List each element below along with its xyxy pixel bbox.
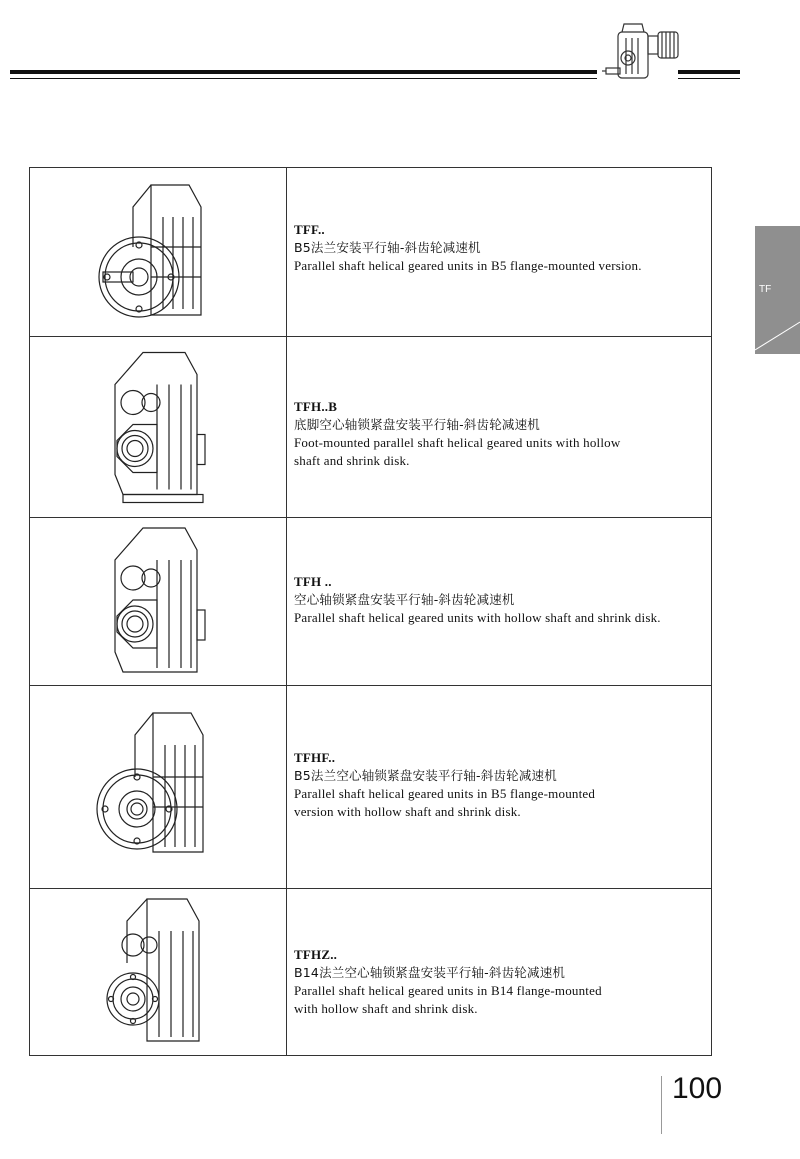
- tff-gear-unit-illustration: [93, 177, 223, 327]
- header-rule-right-thin: [678, 78, 740, 79]
- header-rule-left-thick: [10, 70, 597, 74]
- product-desc-line: Parallel shaft helical geared units in B5 flange-mounted version.: [294, 258, 642, 273]
- product-code: TFHZ..: [294, 947, 338, 962]
- product-text-cell: [294, 518, 711, 685]
- section-side-tab: [755, 226, 800, 354]
- product-code: TFHF..: [294, 750, 336, 765]
- product-image-cell: [30, 686, 287, 888]
- product-image-cell: [30, 168, 287, 336]
- product-text-cell: [294, 686, 711, 888]
- page-number-divider: [661, 1076, 662, 1134]
- product-table: [29, 167, 712, 1056]
- product-code: TFH ..: [294, 574, 332, 589]
- product-name-cn: 空心轴锁紧盘安装平行轴-斜齿轮减速机: [294, 592, 515, 607]
- header-rule-right-thick: [678, 70, 740, 74]
- product-code: TFH..B: [294, 399, 338, 414]
- product-desc-line: with hollow shaft and shrink disk.: [294, 1001, 478, 1016]
- product-code: TFF..: [294, 222, 325, 237]
- product-desc-line: Parallel shaft helical geared units in B14 flange-mounted: [294, 983, 602, 998]
- product-text-cell: [294, 337, 711, 517]
- page-number: 100: [672, 1072, 723, 1105]
- product-row-tfhz: [30, 889, 711, 1055]
- product-row-tfh: [30, 518, 711, 686]
- product-name-cn: B14法兰空心轴锁紧盘安装平行轴-斜齿轮减速机: [294, 965, 566, 980]
- tfhb-gear-unit-illustration: [93, 345, 223, 510]
- product-image-cell: [30, 889, 287, 1055]
- product-text-cell: [294, 889, 711, 1055]
- tfhf-gear-unit-illustration: [93, 707, 223, 867]
- product-name-cn: B5法兰安装平行轴-斜齿轮减速机: [294, 240, 481, 255]
- product-row-tfhf: [30, 686, 711, 889]
- side-tab-label: TF: [759, 284, 772, 295]
- product-image-cell: [30, 337, 287, 517]
- product-desc-line: shaft and shrink disk.: [294, 453, 410, 468]
- product-name-cn: B5法兰空心轴锁紧盘安装平行轴-斜齿轮减速机: [294, 768, 557, 783]
- product-image-cell: [30, 518, 287, 685]
- product-row-tfhb: [30, 337, 711, 518]
- product-desc-line: Foot-mounted parallel shaft helical geared units with hollow: [294, 435, 621, 450]
- product-text-cell: [294, 168, 711, 336]
- product-desc-line: version with hollow shaft and shrink disk.: [294, 804, 521, 819]
- header-gearmotor-illustration: [598, 18, 682, 88]
- tfhz-gear-unit-illustration: [93, 893, 223, 1051]
- tfh-gear-unit-illustration: [93, 522, 223, 682]
- header-rule-left-thin: [10, 78, 597, 79]
- product-name-cn: 底脚空心轴锁紧盘安装平行轴-斜齿轮减速机: [294, 417, 541, 432]
- product-row-tff: [30, 168, 711, 337]
- product-desc-line: Parallel shaft helical geared units in B5 flange-mounted: [294, 786, 596, 801]
- product-desc-line: Parallel shaft helical geared units with hollow shaft and shrink disk.: [294, 610, 661, 625]
